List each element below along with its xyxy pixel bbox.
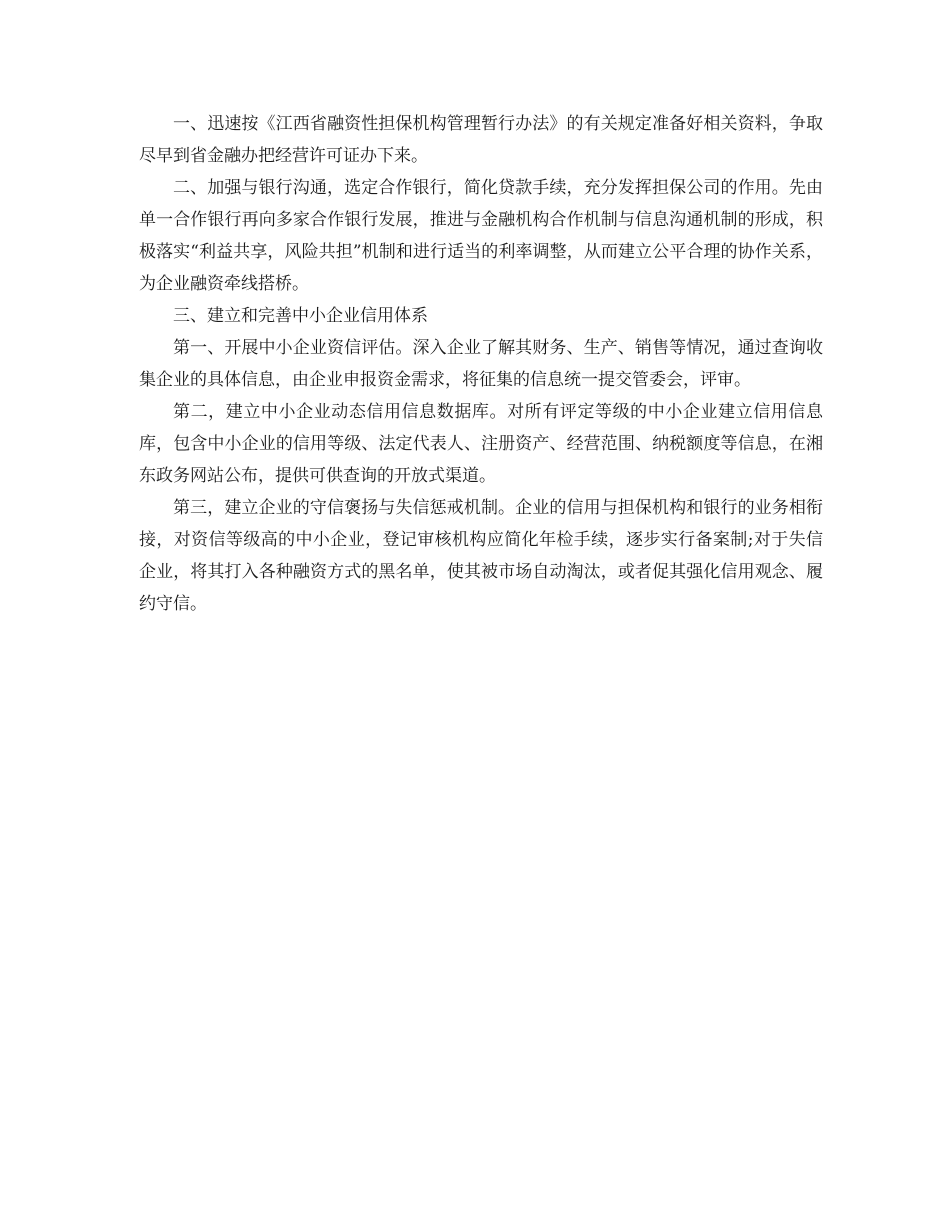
- paragraph-bank-cooperation: 二、加强与银行沟通，选定合作银行，简化贷款手续，充分发挥担保公司的作用。先由单一合作银行再向多家合作银行发展，推进与金融机构合作机制与信息沟通机制的形成，积极落实“利益共享，风险共担”机制和进行适当的利率调整，从而建立公平合理的协作关系，为企业融资牵线搭桥。: [139, 178, 823, 294]
- paragraph-credit-database: 第二，建立中小企业动态信用信息数据库。对所有评定等级的中小企业建立信用信息库，包含中小企业的信用等级、法定代表人、注册资产、经营范围、纳税额度等信息，在湘东政务网站公布，提供可供查询的开放式渠道。: [139, 402, 823, 486]
- paragraph-credit-evaluation: 第一、开展中小企业资信评估。深入企业了解其财务、生产、销售等情况，通过查询收集企业的具体信息，由企业申报资金需求，将征集的信息统一提交管委会，评审。: [139, 338, 823, 390]
- paragraph-credit-system-heading: 三、建立和完善中小企业信用体系: [173, 306, 428, 326]
- document-body: [139, 108, 823, 620]
- paragraph-license: 一、迅速按《江西省融资性担保机构管理暂行办法》的有关规定准备好相关资料，争取尽早到省金融办把经营许可证办下来。: [139, 114, 823, 166]
- paragraph-reward-punishment: 第三，建立企业的守信褒扬与失信惩戒机制。企业的信用与担保机构和银行的业务相衔接，对资信等级高的中小企业，登记审核机构应简化年检手续，逐步实行备案制;对于失信企业，将其打入各种融资方式的黑名单，使其被市场自动淘汰，或者促其强化信用观念、履约守信。: [139, 498, 823, 614]
